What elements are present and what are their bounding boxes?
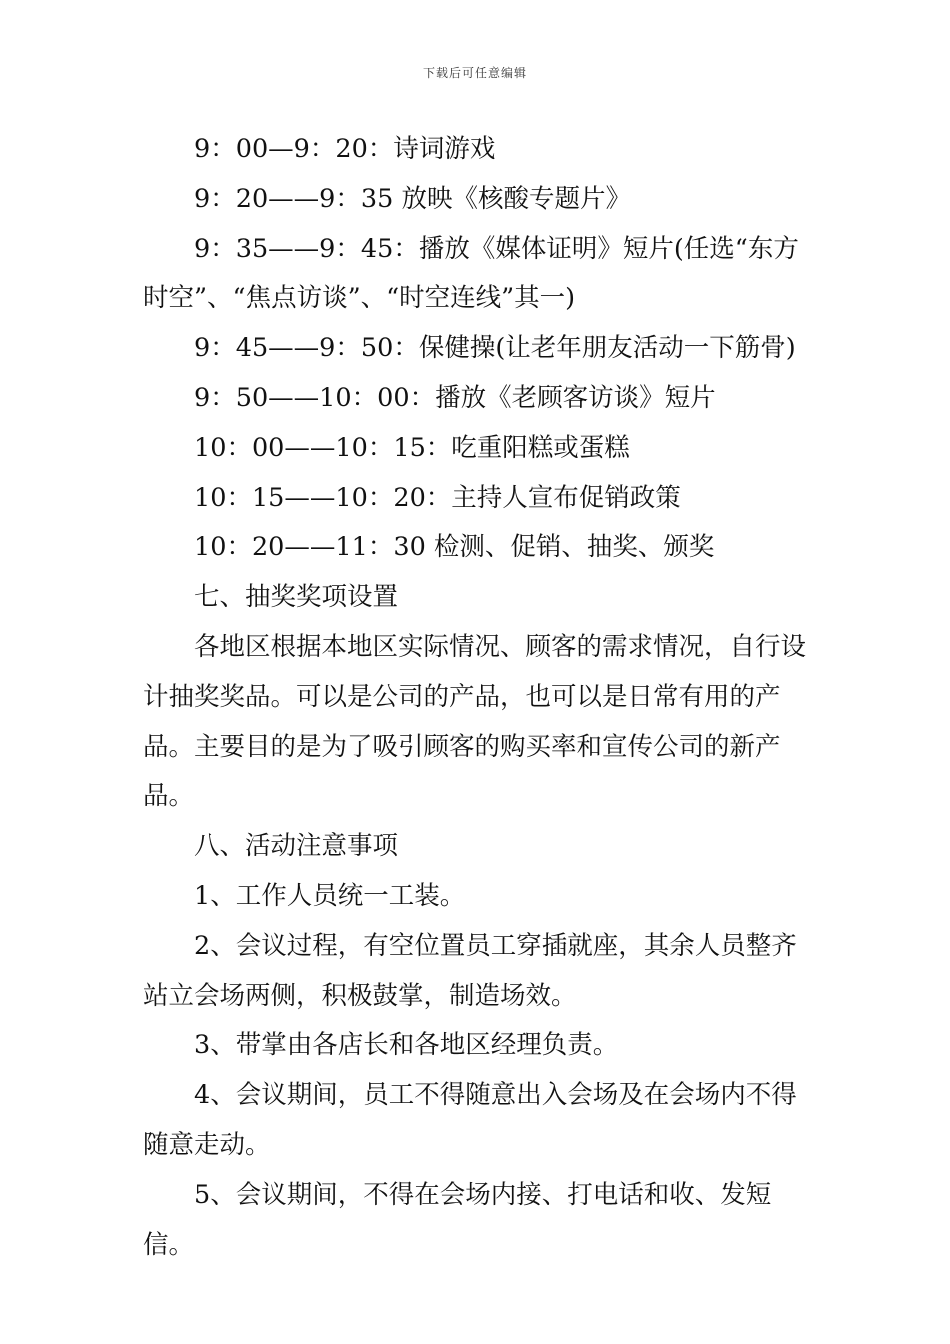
list-item: 1、工作人员统一工装。	[194, 880, 466, 911]
document-body	[143, 125, 813, 1270]
schedule-item: 9：45——9：50：保健操(让老年朋友活动一下筋骨)	[194, 333, 796, 364]
schedule-item: 9：35——9：45：播放《媒体证明》短片(任选“东方时空”、“焦点访谈”、“时空连线”其一)	[143, 233, 799, 314]
schedule-item: 10：15——10：20：主持人宣布促销政策	[194, 482, 681, 513]
body-paragraph: 各地区根据本地区实际情况、顾客的需求情况，自行设计抽奖奖品。可以是公司的产品，也可以是日常有用的产品。主要目的是为了吸引顾客的购买率和宣传公司的新产品。	[143, 631, 807, 812]
section-heading: 七、抽奖奖项设置	[194, 582, 399, 613]
page-header: 下载后可任意编辑	[422, 66, 527, 80]
list-item: 3、带掌由各店长和各地区经理负责。	[194, 1030, 619, 1061]
list-item: 5、会议期间，不得在会场内接、打电话和收、发短信。	[143, 1179, 772, 1260]
list-item: 2、会议过程，有空位置员工穿插就座，其余人员整齐站立会场两侧，积极鼓掌，制造场效。	[143, 930, 797, 1011]
section-heading: 八、活动注意事项	[194, 831, 399, 862]
schedule-item: 10：20——11：30 检测、促销、抽奖、颁奖	[194, 532, 715, 563]
schedule-item: 10：00——10：15：吃重阳糕或蛋糕	[194, 432, 630, 463]
schedule-item: 9：20——9：35 放映《核酸专题片》	[194, 183, 631, 214]
schedule-item: 9：50——10：00：播放《老顾客访谈》短片	[194, 382, 716, 413]
schedule-item: 9：00—9：20：诗词游戏	[194, 134, 496, 164]
list-item: 4、会议期间，员工不得随意出入会场及在会场内不得随意走动。	[143, 1080, 797, 1160]
